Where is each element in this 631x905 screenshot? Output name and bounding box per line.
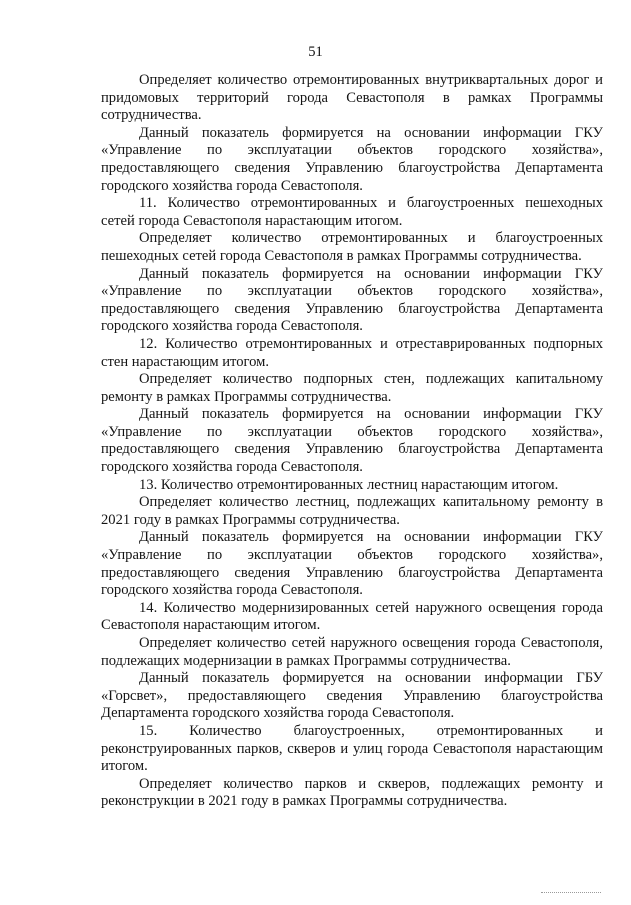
page-number: 51 [308,44,323,60]
paragraph: Данный показатель формируется на основании информации ГКУ «Управление по эксплуатации объектов городского хозяйства», предоставляющего сведения Управлению благоустройства Департамента городского хозяйства города Севастополя. [101,529,603,599]
paragraph: Данный показатель формируется на основании информации ГКУ «Управление по эксплуатации объектов городского хозяйства», предоставляющего сведения Управлению благоустройства Департамента городского хозяйства города Севастополя. [101,265,603,335]
scan-artifact-line [541,892,601,895]
paragraph: Данный показатель формируется на основании информации ГКУ «Управление по эксплуатации объектов городского хозяйства», предоставляющего сведения Управлению благоустройства Департамента городского хозяйства города Севастополя. [101,124,603,194]
paragraph-heading: 11. Количество отремонтированных и благоустроенных пешеходных сетей города Севастополя нарастающим итогом. [101,195,603,229]
document-body [101,72,603,811]
paragraph: Определяет количество отремонтированных и благоустроенных пешеходных сетей города Севастополя в рамках Программы сотрудничества. [101,230,603,264]
paragraph: Определяет количество парков и скверов, подлежащих ремонту и реконструкции в 2021 году в рамках Программы сотрудничества. [101,775,603,810]
paragraph-heading: 13. Количество отремонтированных лестниц нарастающим итогом. [139,476,559,493]
paragraph-heading: 15. Количество благоустроенных, отремонтированных и реконструированных парков, скверов и улиц города Севастополя нарастающим итогом. [101,722,603,775]
paragraph: Определяет количество отремонтированных внутриквартальных дорог и придомовых территорий города Севастополя в рамках Программы сотрудничества. [101,72,603,124]
paragraph: Данный показатель формируется на основании информации ГКУ «Управление по эксплуатации объектов городского хозяйства», предоставляющего сведения Управлению благоустройства Департамента городского хозяйства города Севастополя. [101,406,603,476]
paragraph: Данный показатель формируется на основании информации ГБУ «Горсвет», предоставляющего сведения Управлению благоустройства Департамента городского хозяйства города Севастополя. [101,670,603,722]
paragraph-heading: 14. Количество модернизированных сетей наружного освещения города Севастополя нарастающим итогом. [101,599,603,634]
paragraph: Определяет количество сетей наружного освещения города Севастополя, подлежащих модернизации в рамках Программы сотрудничества. [101,635,603,669]
paragraph-heading: 12. Количество отремонтированных и отреставрированных подпорных стен нарастающим итогом. [101,335,603,370]
paragraph: Определяет количество лестниц, подлежащих капитальному ремонту в 2021 году в рамках Программы сотрудничества. [101,494,603,528]
paragraph: Определяет количество подпорных стен, подлежащих капитальному ремонту в рамках Программы сотрудничества. [101,371,603,405]
